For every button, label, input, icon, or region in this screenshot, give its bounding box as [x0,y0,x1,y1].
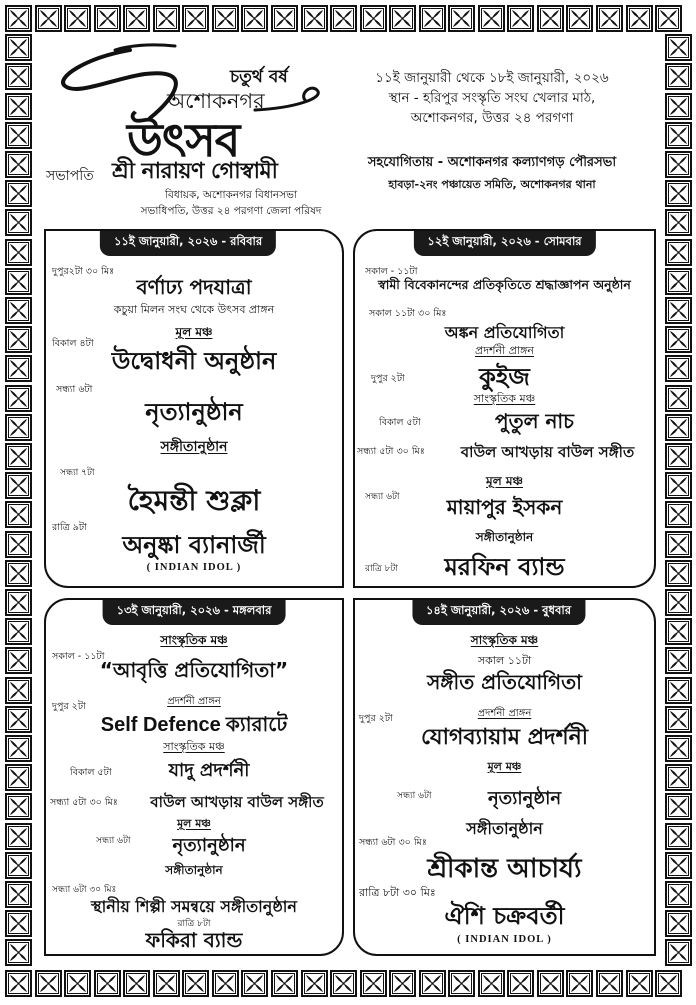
artist-name: মরফিন ব্যান্ড [444,553,565,581]
four-petal-tile-icon [665,881,692,908]
event-title: যোগব্যায়াম প্রদর্শনী [420,725,589,750]
four-petal-tile-icon [5,823,32,850]
four-petal-tile-icon [5,180,32,207]
four-petal-tile-icon [566,970,593,997]
time-label: বিকাল ৫টা [379,417,421,428]
festival-title: উৎসব [127,113,240,167]
four-petal-tile-icon [5,414,32,441]
four-petal-tile-icon [241,5,268,32]
four-petal-tile-icon [665,735,692,762]
four-petal-tile-icon [665,239,692,266]
four-petal-tile-icon [537,5,564,32]
day-box-1 [44,229,344,588]
four-petal-tile-icon [5,881,32,908]
four-petal-tile-icon [5,122,32,149]
four-petal-tile-icon [389,970,416,997]
time-label: রাত্রি ৮টা [177,919,211,929]
four-petal-tile-icon [5,589,32,616]
event-title: নৃত্যানুষ্ঠান [172,835,246,856]
four-petal-tile-icon [5,677,32,704]
event-title: মায়াপুর ইসকন [446,495,563,519]
four-petal-tile-icon [665,677,692,704]
four-petal-tile-icon [448,5,475,32]
four-petal-tile-icon [35,970,62,997]
four-petal-tile-icon [665,647,692,674]
four-petal-tile-icon [5,939,32,966]
venue-label: সাংস্কৃতিক মঞ্চ [160,633,228,647]
four-petal-tile-icon [448,970,475,997]
four-petal-tile-icon [5,297,32,324]
day-header: ১১ই জানুয়ারী, ২০২৬ - রবিবার [100,230,276,256]
four-petal-tile-icon [5,385,32,412]
four-petal-tile-icon [5,852,32,879]
festival-logo [55,38,325,167]
four-petal-tile-icon [5,93,32,120]
time-label: দুপুর ২টা [52,701,86,712]
four-petal-tile-icon [478,970,505,997]
venue-label: প্রদর্শনী প্রাঙ্গন [475,344,534,357]
four-petal-tile-icon [478,5,505,32]
place-label: অশোকনগর [167,89,265,113]
time-label: দুপুর ২টা [371,373,405,384]
four-petal-tile-icon [665,326,692,353]
venue-label: সঙ্গীতানুষ্ঠান [160,439,228,455]
venue-label: মূল মঞ্চ [177,817,211,830]
venue-label: প্রদর্শনী প্রাঙ্গন [167,696,221,707]
four-petal-tile-icon [182,5,209,32]
time-label: রাত্রি ৮টা [365,564,398,574]
time-label: বিকাল ৫টা [70,767,112,778]
time-label: সন্ধ্যা ৬টা [397,791,432,801]
four-petal-tile-icon [5,647,32,674]
four-petal-tile-icon [665,355,692,382]
four-petal-tile-icon [5,970,32,997]
time-label: সন্ধ্যা ৬টা [96,836,131,846]
artist-credit: ( INDIAN IDOL ) [457,934,552,945]
four-petal-tile-icon [537,970,564,997]
time-label: সকাল - ১১টা [52,651,105,662]
four-petal-tile-icon [301,5,328,32]
four-petal-tile-icon [5,355,32,382]
four-petal-tile-icon [360,970,387,997]
four-petal-tile-icon [665,122,692,149]
time-label: সন্ধ্যা ৬টা [365,492,400,502]
four-petal-tile-icon [5,63,32,90]
time-label: রাত্রি ৮টা ৩০ মিঃ [359,886,436,899]
four-petal-tile-icon [419,970,446,997]
chairperson-title-1: বিধায়ক, অশোকনগর বিধানসভা [164,189,297,201]
artist-name: ঐশি চক্রবর্তী [444,902,565,930]
four-petal-tile-icon [212,970,239,997]
four-petal-tile-icon [5,793,32,820]
four-petal-tile-icon [665,531,692,558]
venue-label: সঙ্গীতানুষ্ঠান [466,819,543,838]
event-title: স্বামী বিবেকানন্দের প্রতিকৃতিতে শ্রদ্ধাজ্ঞাপন অনুষ্ঠান [378,277,631,292]
four-petal-tile-icon [665,180,692,207]
four-petal-tile-icon [5,501,32,528]
four-petal-tile-icon [665,764,692,791]
four-petal-tile-icon [5,268,32,295]
time-label: সন্ধ্যা ৭টা [60,468,95,478]
four-petal-tile-icon [665,385,692,412]
artist-name: ফকিরা ব্যান্ড [145,928,243,952]
four-petal-tile-icon [665,501,692,528]
four-petal-tile-icon [389,5,416,32]
four-petal-tile-icon [5,531,32,558]
event-title: বাউল আখড়ায় বাউল সঙ্গীত [460,443,635,461]
four-petal-tile-icon [153,970,180,997]
event-title: নৃত্যানুষ্ঠান [145,398,243,426]
four-petal-tile-icon [64,970,91,997]
four-petal-tile-icon [5,443,32,470]
artist-name: হৈমন্তী শুক্লা [127,484,261,517]
four-petal-tile-icon [626,970,653,997]
four-petal-tile-icon [626,5,653,32]
four-petal-tile-icon [665,472,692,499]
time-label: সন্ধ্যা ৬টা [56,384,93,395]
day-box-3 [44,598,344,956]
four-petal-tile-icon [655,5,682,32]
time-label: রাত্রি ৯টা [52,522,87,533]
four-petal-tile-icon [665,63,692,90]
day-box-2 [353,229,656,588]
four-petal-tile-icon [665,910,692,937]
dates-line: ১১ই জানুয়ারী থেকে ১৮ই জানুয়ারী, ২০২৬ [375,70,609,86]
four-petal-tile-icon [665,209,692,236]
four-petal-tile-icon [182,970,209,997]
event-title: নৃত্যানুষ্ঠান [487,788,562,809]
four-petal-tile-icon [5,706,32,733]
venue-label: মূল মঞ্চ [175,325,213,339]
time-label: বিকাল ৪টা [52,338,94,349]
four-petal-tile-icon [665,34,692,61]
four-petal-tile-icon [665,939,692,966]
event-title: স্থানীয় শিল্পী সমন্বয়ে সঙ্গীতানুষ্ঠান [91,897,297,916]
venue-label: সাংস্কৃতিক মঞ্চ [473,392,536,405]
four-petal-tile-icon [665,589,692,616]
time-label: সকাল - ১১টা [365,266,418,277]
day-box-4 [353,598,656,956]
four-petal-tile-icon [64,5,91,32]
four-petal-tile-icon [665,297,692,324]
event-title: “আবৃত্তি প্রতিযোগিতা” [99,658,289,682]
event-title-latin: Self Defence [100,714,221,736]
four-petal-tile-icon [5,5,32,32]
venue-label: সাংস্কৃতিক মঞ্চ [470,633,539,647]
four-petal-tile-icon [35,5,62,32]
venue-line-2: অশোকনগর, উত্তর ২৪ পরগণা [410,110,574,126]
venue-label: প্রদর্শনী প্রাঙ্গন [477,708,532,719]
four-petal-tile-icon [665,443,692,470]
time-label: সন্ধ্যা ৬টা ৩০ মিঃ [359,837,427,848]
artist-name: অনুষ্কা ব্যানার্জী [122,531,266,559]
time-label: সন্ধ্যা ৫টা ৩০ মিঃ [357,446,425,457]
four-petal-tile-icon [94,970,121,997]
time-label: দুপুর ২টা [359,713,393,724]
four-petal-tile-icon [5,34,32,61]
four-petal-tile-icon [665,151,692,178]
event-dates-venue [346,68,638,128]
venue-label: সঙ্গীতানুষ্ঠান [475,530,534,544]
four-petal-tile-icon [665,823,692,850]
four-petal-tile-icon [5,472,32,499]
artist-name: শ্রীকান্ত আচার্য্য [427,854,582,884]
four-petal-tile-icon [665,618,692,645]
four-petal-tile-icon [665,706,692,733]
four-petal-tile-icon [360,5,387,32]
four-petal-tile-icon [5,910,32,937]
venue-line-1: স্থান - হরিপুর সংস্কৃতি সংঘ খেলার মাঠ, [388,90,596,106]
four-petal-tile-icon [665,414,692,441]
four-petal-tile-icon [5,735,32,762]
four-petal-tile-icon [507,5,534,32]
four-petal-tile-icon [5,326,32,353]
venue-label: সঙ্গীতানুষ্ঠান [165,863,223,877]
four-petal-tile-icon [566,5,593,32]
four-petal-tile-icon [330,5,357,32]
four-petal-tile-icon [665,560,692,587]
time-label: সকাল ১১টা [477,654,532,667]
artist-credit: ( INDIAN IDOL ) [146,562,242,573]
four-petal-tile-icon [665,93,692,120]
chairperson-label: সভাপতি [46,168,94,184]
four-petal-tile-icon [665,852,692,879]
time-label: সকাল ১১টা ৩০ মিঃ [369,308,447,319]
collaboration-block [346,153,638,195]
event-title: উদ্বোধনী অনুষ্ঠান [111,347,277,375]
event-title-bengali: ক্যারাটে [225,712,288,736]
four-petal-tile-icon [596,5,623,32]
chairperson-name: শ্রী নারায়ণ গোস্বামী [112,159,278,184]
four-petal-tile-icon [212,5,239,32]
event-title: পুতুল নাচ [495,409,574,433]
event-title: সঙ্গীত প্রতিযোগিতা [427,670,582,694]
day-header: ১৪ই জানুয়ারী, ২০২৬ - বুধবার [412,599,585,625]
time-label: সন্ধ্যা ৬টা ৩০ মিঃ [52,885,117,895]
four-petal-tile-icon [5,239,32,266]
event-title: কুইজ [479,363,530,391]
venue-label: মূল মঞ্চ [487,760,522,773]
four-petal-tile-icon [5,618,32,645]
four-petal-tile-icon [5,764,32,791]
four-petal-tile-icon [301,970,328,997]
four-petal-tile-icon [330,970,357,997]
time-label: সন্ধ্যা ৫টা ৩০ মিঃ [50,797,118,808]
four-petal-tile-icon [655,970,682,997]
four-petal-tile-icon [271,5,298,32]
four-petal-tile-icon [419,5,446,32]
event-title: বর্ণাঢ্য পদযাত্রা [136,275,252,299]
four-petal-tile-icon [153,5,180,32]
venue-label: সাংস্কৃতিক মঞ্চ [163,740,225,753]
venue-label: মূল মঞ্চ [486,474,523,488]
four-petal-tile-icon [665,268,692,295]
edition-label: চতুর্থ বর্ষ [230,67,288,87]
event-subtitle: কচুয়া মিলন সংঘ থেকে উৎসব প্রাঙ্গন [113,303,275,316]
four-petal-tile-icon [507,970,534,997]
event-title: অঙ্কন প্রতিযোগিতা [444,323,565,342]
day-header: ১২ই জানুয়ারী, ২০২৬ - সোমবার [413,230,595,256]
four-petal-tile-icon [5,151,32,178]
four-petal-tile-icon [5,560,32,587]
four-petal-tile-icon [94,5,121,32]
event-title: বাউল আখড়ায় বাউল সঙ্গীত [150,793,324,811]
day-header: ১৩ই জানুয়ারী, ২০২৬ - মঙ্গলবার [103,599,286,625]
collab-line-2: হাবড়া-২নং পঞ্চায়েত সমিতি, অশোকনগর থানা [388,178,596,191]
four-petal-tile-icon [241,970,268,997]
four-petal-tile-icon [5,209,32,236]
four-petal-tile-icon [596,970,623,997]
event-title: যাদু প্রদর্শনী [168,760,250,781]
chairperson-title-2: সভাধিপতি, উত্তর ২৪ পরগণা জেলা পরিষদ [140,205,322,217]
time-label: দুপুর২টা ৩০ মিঃ [52,266,115,277]
four-petal-tile-icon [123,5,150,32]
four-petal-tile-icon [271,970,298,997]
four-petal-tile-icon [123,970,150,997]
collab-line-1: সহযোগিতায় - অশোকনগর কল্যাণগড় পৌরসভা [367,155,617,170]
four-petal-tile-icon [665,793,692,820]
